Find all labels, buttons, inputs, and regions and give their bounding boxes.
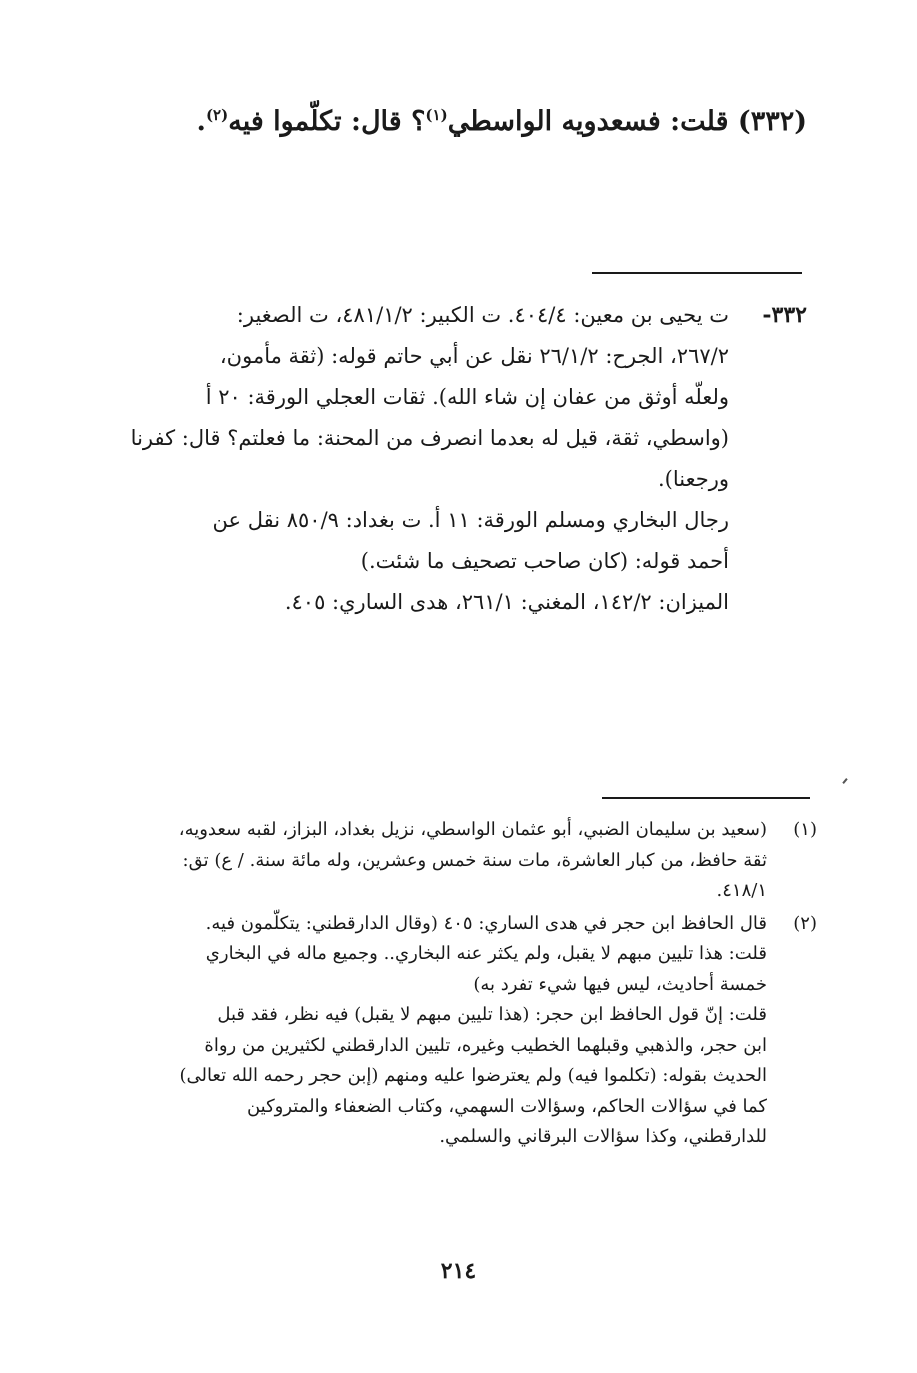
page-number: ٢١٤ <box>440 1258 477 1284</box>
footnote-line: قال الحافظ ابن حجر في هدى الساري: ٤٠٥ (وقال الدارقطني: يتكلّمون فيه. <box>205 912 767 934</box>
footnote-number: (١) <box>793 819 817 840</box>
footnote-number: (٢) <box>793 912 817 934</box>
entry-text-end: . <box>196 106 206 137</box>
entry-number: (٣٣٢) <box>737 106 807 137</box>
note-line: ولعلّه أوثق من عفان إن شاء الله). ثقات العجلي الورقة: ٢٠ أ <box>205 385 729 409</box>
note-line: ت يحيى بن معين: ٤٠٤/٤. ت الكبير: ٤٨١/١/٢، ت الصغير: <box>236 303 729 327</box>
note-number: ٣٣٢- <box>762 302 807 328</box>
footnote-divider <box>602 797 810 799</box>
main-entry <box>87 100 807 144</box>
note-paragraph <box>107 582 729 623</box>
footnote-line: ٤١٨/١. <box>716 880 767 901</box>
note-paragraph <box>107 500 729 582</box>
commentary-note <box>107 295 807 623</box>
footnote-line: للدارقطني، وكذا سؤالات البرقاني والسلمي. <box>439 1126 767 1147</box>
note-line: رجال البخاري ومسلم الورقة: ١١ أ. ت بغداد: ٨٥٠/٩ نقل عن <box>212 508 729 532</box>
note-line: (واسطي، ثقة، قيل له بعدما انصرف من المحنة: ما فعلتم؟ قال: كفرنا <box>130 426 729 450</box>
footnote-body <box>97 815 767 907</box>
entry-text-before: قلت: فسعدويه الواسطي <box>447 106 729 137</box>
footnote-line: قلت: هذا تليين مبهم لا يقبل، ولم يكثر عنه البخاري.. وجميع ماله في البخاري <box>205 943 767 964</box>
footnote-line: (سعيد بن سليمان الضبي، أبو عثمان الواسطي، نزيل بغداد، البزاز، لقبه سعدويه، <box>178 819 767 840</box>
footnote-2 <box>97 909 817 1153</box>
footnote-line: قلت: إنّ قول الحافظ ابن حجر: (هذا تليين مبهم لا يقبل) فيه نظر، فقد قبل <box>217 1004 767 1025</box>
footnote-line: ثقة حافظ، من كبار العاشرة، مات سنة خمس وعشرين، وله مائة سنة. / ع) تق: <box>182 849 767 871</box>
footnote-line: الحديث بقوله: (تكلموا فيه) ولم يعترضوا عليه ومنهم (إبن حجر رحمه الله تعالى) <box>179 1065 767 1086</box>
footnote-line: خمسة أحاديث، ليس فيها شيء تفرد به) <box>473 973 767 995</box>
section-divider <box>592 272 802 274</box>
footnote-1 <box>97 815 817 907</box>
footnote-ref-1: (١) <box>425 106 448 124</box>
note-line: أحمد قوله: (كان صاحب تصحيف ما شئت.) <box>360 549 729 573</box>
note-line: ٢٦٧/٢، الجرح: ٢٦/١/٢ نقل عن أبي حاتم قوله: (ثقة مأمون، <box>219 344 729 368</box>
note-body <box>107 295 729 623</box>
footnote-line: كما في سؤالات الحاكم، وسؤالات السهمي، وكتاب الضعفاء والمتروكين <box>246 1095 767 1117</box>
footnote-line: ابن حجر، والذهبي وقبلهما الخطيب وغيره، تليين الدارقطني لكثيرين من رواة <box>204 1034 767 1056</box>
footnote-ref-2: (٢) <box>205 106 229 124</box>
note-line: ورجعنا). <box>658 467 729 491</box>
footnotes <box>97 815 817 1155</box>
entry-text-middle: ؟ قال: تكلّموا فيه <box>228 106 426 137</box>
footnote-body <box>97 909 767 1153</box>
stray-mark <box>842 778 847 784</box>
note-line: الميزان: ١٤٢/٢، المغني: ٢٦١/١، هدى الساري: ٤٠٥. <box>284 590 729 614</box>
note-paragraph <box>107 295 729 500</box>
